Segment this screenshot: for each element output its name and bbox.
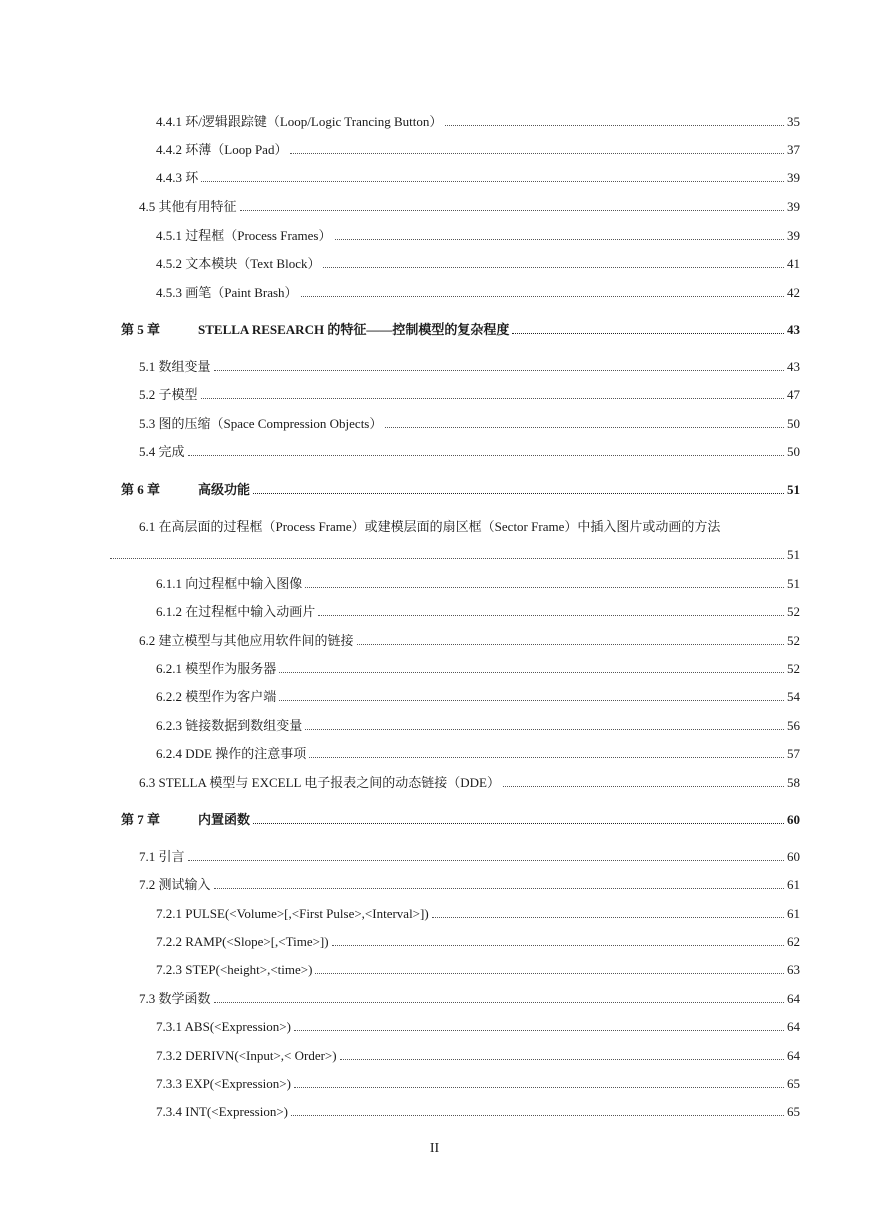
- toc-entry: [139, 771, 800, 791]
- toc-entry-label: [156, 1104, 291, 1120]
- dot-leader: [309, 757, 784, 758]
- toc-entry-title: 内置函数: [198, 812, 251, 827]
- toc-entry: [139, 845, 800, 865]
- toc-entry: [156, 224, 800, 244]
- toc-entry-title: 4.4.1 环/逻辑跟踪键（Loop/Logic Trancing Button）: [156, 114, 443, 129]
- toc-page-number: 51: [787, 576, 800, 591]
- dot-leader: [318, 615, 784, 616]
- dot-leader: [385, 427, 784, 428]
- dot-leader: [294, 1030, 784, 1031]
- toc-entry-label: [156, 718, 305, 734]
- toc-entry: [139, 412, 800, 432]
- toc-entry-title: 7.3.3 EXP(<Expression>): [156, 1076, 291, 1091]
- toc-entry: [156, 1015, 800, 1035]
- toc-entry-label: [156, 906, 432, 922]
- toc-page-number: 57: [787, 746, 800, 761]
- toc-entry-title: 5.2 子模型: [139, 387, 198, 402]
- dot-leader: [188, 860, 784, 861]
- toc-page-number: 50: [787, 444, 800, 459]
- toc-entry-title: 4.4.3 环: [156, 170, 199, 185]
- toc-entry-label: [121, 322, 512, 338]
- toc-entry: [156, 110, 800, 130]
- toc-page-number: 64: [787, 1019, 800, 1034]
- dot-leader: [294, 1087, 784, 1088]
- toc-entry-label: [139, 877, 214, 893]
- toc-entry-title: 7.2.3 STEP(<height>,<time>): [156, 962, 313, 977]
- dot-leader: [201, 398, 784, 399]
- toc-entry-label: [139, 849, 188, 865]
- toc-entry-label: [156, 256, 323, 272]
- toc-entry-title: 5.3 图的压缩（Space Compression Objects）: [139, 416, 383, 431]
- toc-entry-heading: [139, 515, 800, 535]
- toc-page-number: 54: [787, 689, 800, 704]
- dot-leader: [279, 700, 784, 701]
- toc-page-number: 37: [787, 142, 800, 157]
- toc-page-number: 43: [787, 359, 800, 374]
- dot-leader: [340, 1059, 784, 1060]
- toc-page-number: 51: [787, 482, 800, 497]
- dot-leader: [110, 558, 784, 559]
- toc-entry: [139, 383, 800, 403]
- toc-entry-label: [139, 444, 188, 460]
- toc-entry-label: [156, 746, 309, 762]
- toc-chapter-entry: [121, 478, 800, 498]
- dot-leader: [323, 267, 784, 268]
- toc-entry-title: 7.2.2 RAMP(<Slope>[,<Time>]): [156, 934, 329, 949]
- toc-page-number: 61: [787, 877, 800, 892]
- toc-entry-label: [121, 482, 253, 498]
- dot-leader: [332, 945, 784, 946]
- dot-leader: [240, 210, 784, 211]
- toc-entry: [156, 742, 800, 762]
- toc-page-number: 52: [787, 604, 800, 619]
- toc-chapter-entry: [121, 318, 800, 338]
- toc-entry-title: STELLA RESEARCH 的特征——控制模型的复杂程度: [198, 322, 510, 337]
- toc-entry-label: [139, 416, 385, 432]
- toc-entry-title: 7.3.2 DERIVN(<Input>,< Order>): [156, 1048, 337, 1063]
- toc-entry: [156, 166, 800, 186]
- toc-page-number: 60: [787, 812, 800, 827]
- toc-entry: [156, 1044, 800, 1064]
- toc-entry-title: 高级功能: [198, 482, 251, 497]
- toc-entry-title: 6.2.3 链接数据到数组变量: [156, 718, 303, 733]
- toc-entry-title: 4.5.1 过程框（Process Frames）: [156, 228, 332, 243]
- toc-entry-label: [156, 142, 290, 158]
- toc-page-number: 52: [787, 661, 800, 676]
- toc-entry: [156, 1100, 800, 1120]
- toc-entry-label: [156, 1019, 294, 1035]
- toc-entry-label: [156, 228, 335, 244]
- toc-entry-title: 7.3.1 ABS(<Expression>): [156, 1019, 291, 1034]
- toc-entry-title: 6.2.4 DDE 操作的注意事项: [156, 746, 307, 761]
- toc-entry: [139, 987, 800, 1007]
- toc-entry: [156, 714, 800, 734]
- toc-page-number: 58: [787, 775, 800, 790]
- toc-entry: [139, 195, 800, 215]
- toc-page-number: 64: [787, 1048, 800, 1063]
- toc-page-number: 50: [787, 416, 800, 431]
- toc-entry-label: [139, 633, 357, 649]
- toc-page-number: 39: [787, 170, 800, 185]
- dot-leader: [214, 1002, 784, 1003]
- toc-entry-title: 7.2 测试输入: [139, 877, 211, 892]
- dot-leader: [253, 823, 784, 824]
- dot-leader: [279, 672, 784, 673]
- dot-leader: [315, 973, 784, 974]
- toc-entry: [139, 355, 800, 375]
- toc-entry-label: [156, 689, 279, 705]
- toc-entry-label: [156, 661, 279, 677]
- toc-entry: [139, 873, 800, 893]
- toc-entry-label: [156, 604, 318, 620]
- toc-page-number: 52: [787, 633, 800, 648]
- toc-entry: [156, 685, 800, 705]
- toc-page-number: 35: [787, 114, 800, 129]
- toc-entry-label: [139, 991, 214, 1007]
- page-number: II: [429, 1141, 440, 1156]
- toc-page-number: 39: [787, 228, 800, 243]
- toc-entry: [156, 252, 800, 272]
- toc-page-number: 60: [787, 849, 800, 864]
- toc-page-number: 43: [787, 322, 800, 337]
- toc-entry-title: 6.2.1 模型作为服务器: [156, 661, 277, 676]
- toc-entry-title: 5.4 完成: [139, 444, 185, 459]
- toc-entry-label: [139, 199, 240, 215]
- toc-entry-label: [156, 170, 201, 186]
- toc-entry: [156, 958, 800, 978]
- toc-page-number: 65: [787, 1104, 800, 1119]
- dot-leader: [305, 729, 784, 730]
- dot-leader: [503, 786, 784, 787]
- dot-leader: [214, 888, 784, 889]
- toc-entry-label: [156, 285, 301, 301]
- toc-entry: [156, 930, 800, 950]
- toc-entry-label: [156, 962, 315, 978]
- toc-entry-title: 4.5.2 文本模块（Text Block）: [156, 256, 321, 271]
- toc-entry-title: 7.2.1 PULSE(<Volume>[,<First Pulse>,<Interval>]): [156, 906, 429, 921]
- dot-leader: [357, 644, 784, 645]
- toc-entry: [156, 1072, 800, 1092]
- toc-entry-title: 7.3.4 INT(<Expression>): [156, 1104, 288, 1119]
- dot-leader: [253, 493, 784, 494]
- chapter-number: 第 6 章: [121, 482, 161, 497]
- toc-page-number: 41: [787, 256, 800, 271]
- toc-page-number: 63: [787, 962, 800, 977]
- dot-leader: [432, 917, 784, 918]
- dot-leader: [305, 587, 784, 588]
- toc-entry: [139, 629, 800, 649]
- toc-entry-title: 7.1 引言: [139, 849, 185, 864]
- toc-entry: [156, 600, 800, 620]
- toc-entry-label: [139, 775, 503, 791]
- dot-leader: [201, 181, 784, 182]
- dot-leader: [291, 1115, 784, 1116]
- toc-page-number: 65: [787, 1076, 800, 1091]
- toc-chapter-entry: [121, 808, 800, 828]
- dot-leader: [188, 455, 784, 456]
- toc-entry-title: 4.5 其他有用特征: [139, 199, 237, 214]
- toc-entry-title: 6.2 建立模型与其他应用软件间的链接: [139, 633, 354, 648]
- toc-entry: [156, 572, 800, 592]
- toc-entry-label: [156, 1048, 340, 1064]
- toc-entry: [156, 902, 800, 922]
- dot-leader: [335, 239, 785, 240]
- toc-entry-label: [156, 576, 305, 592]
- toc-page-number: 47: [787, 387, 800, 402]
- toc-page-number: 39: [787, 199, 800, 214]
- toc-entry: [156, 138, 800, 158]
- toc-entry-label: [156, 934, 332, 950]
- dot-leader: [301, 296, 784, 297]
- dot-leader: [512, 333, 784, 334]
- toc-entry: [110, 543, 800, 563]
- dot-leader: [445, 125, 784, 126]
- toc-entry-title: 4.4.2 环薄（Loop Pad）: [156, 142, 288, 157]
- toc-entry-label: [121, 812, 253, 828]
- toc-entry-title: 6.1.2 在过程框中输入动画片: [156, 604, 316, 619]
- toc-entry-title: 7.3 数学函数: [139, 991, 211, 1006]
- chapter-number: 第 5 章: [121, 322, 161, 337]
- chapter-number: 第 7 章: [121, 812, 161, 827]
- toc-page-number: 61: [787, 906, 800, 921]
- toc-entry: [139, 440, 800, 460]
- toc-entry-title: 4.5.3 画笔（Paint Brash）: [156, 285, 298, 300]
- toc-entry-label: [156, 1076, 294, 1092]
- toc-page-number: 51: [787, 547, 800, 562]
- toc-entry-label: [156, 114, 445, 130]
- toc-page-number: 56: [787, 718, 800, 733]
- toc-entry-title: 6.3 STELLA 模型与 EXCELL 电子报表之间的动态链接（DDE）: [139, 775, 500, 790]
- toc-entry-title: 5.1 数组变量: [139, 359, 211, 374]
- toc-page-number: 42: [787, 285, 800, 300]
- dot-leader: [290, 153, 784, 154]
- toc-entry: [156, 281, 800, 301]
- toc-entry: [156, 657, 800, 677]
- toc-entry-title: 6.1 在高层面的过程框（Process Frame）或建模层面的扇区框（Sector Frame）中插入图片或动画的方法: [139, 519, 721, 534]
- toc-page-number: 62: [787, 934, 800, 949]
- toc-entry-title: 6.1.1 向过程框中输入图像: [156, 576, 303, 591]
- toc-entry-label: [139, 387, 201, 403]
- toc-page-number: 64: [787, 991, 800, 1006]
- dot-leader: [214, 370, 784, 371]
- toc-entry-title: 6.2.2 模型作为客户端: [156, 689, 277, 704]
- toc-entry-label: [139, 359, 214, 375]
